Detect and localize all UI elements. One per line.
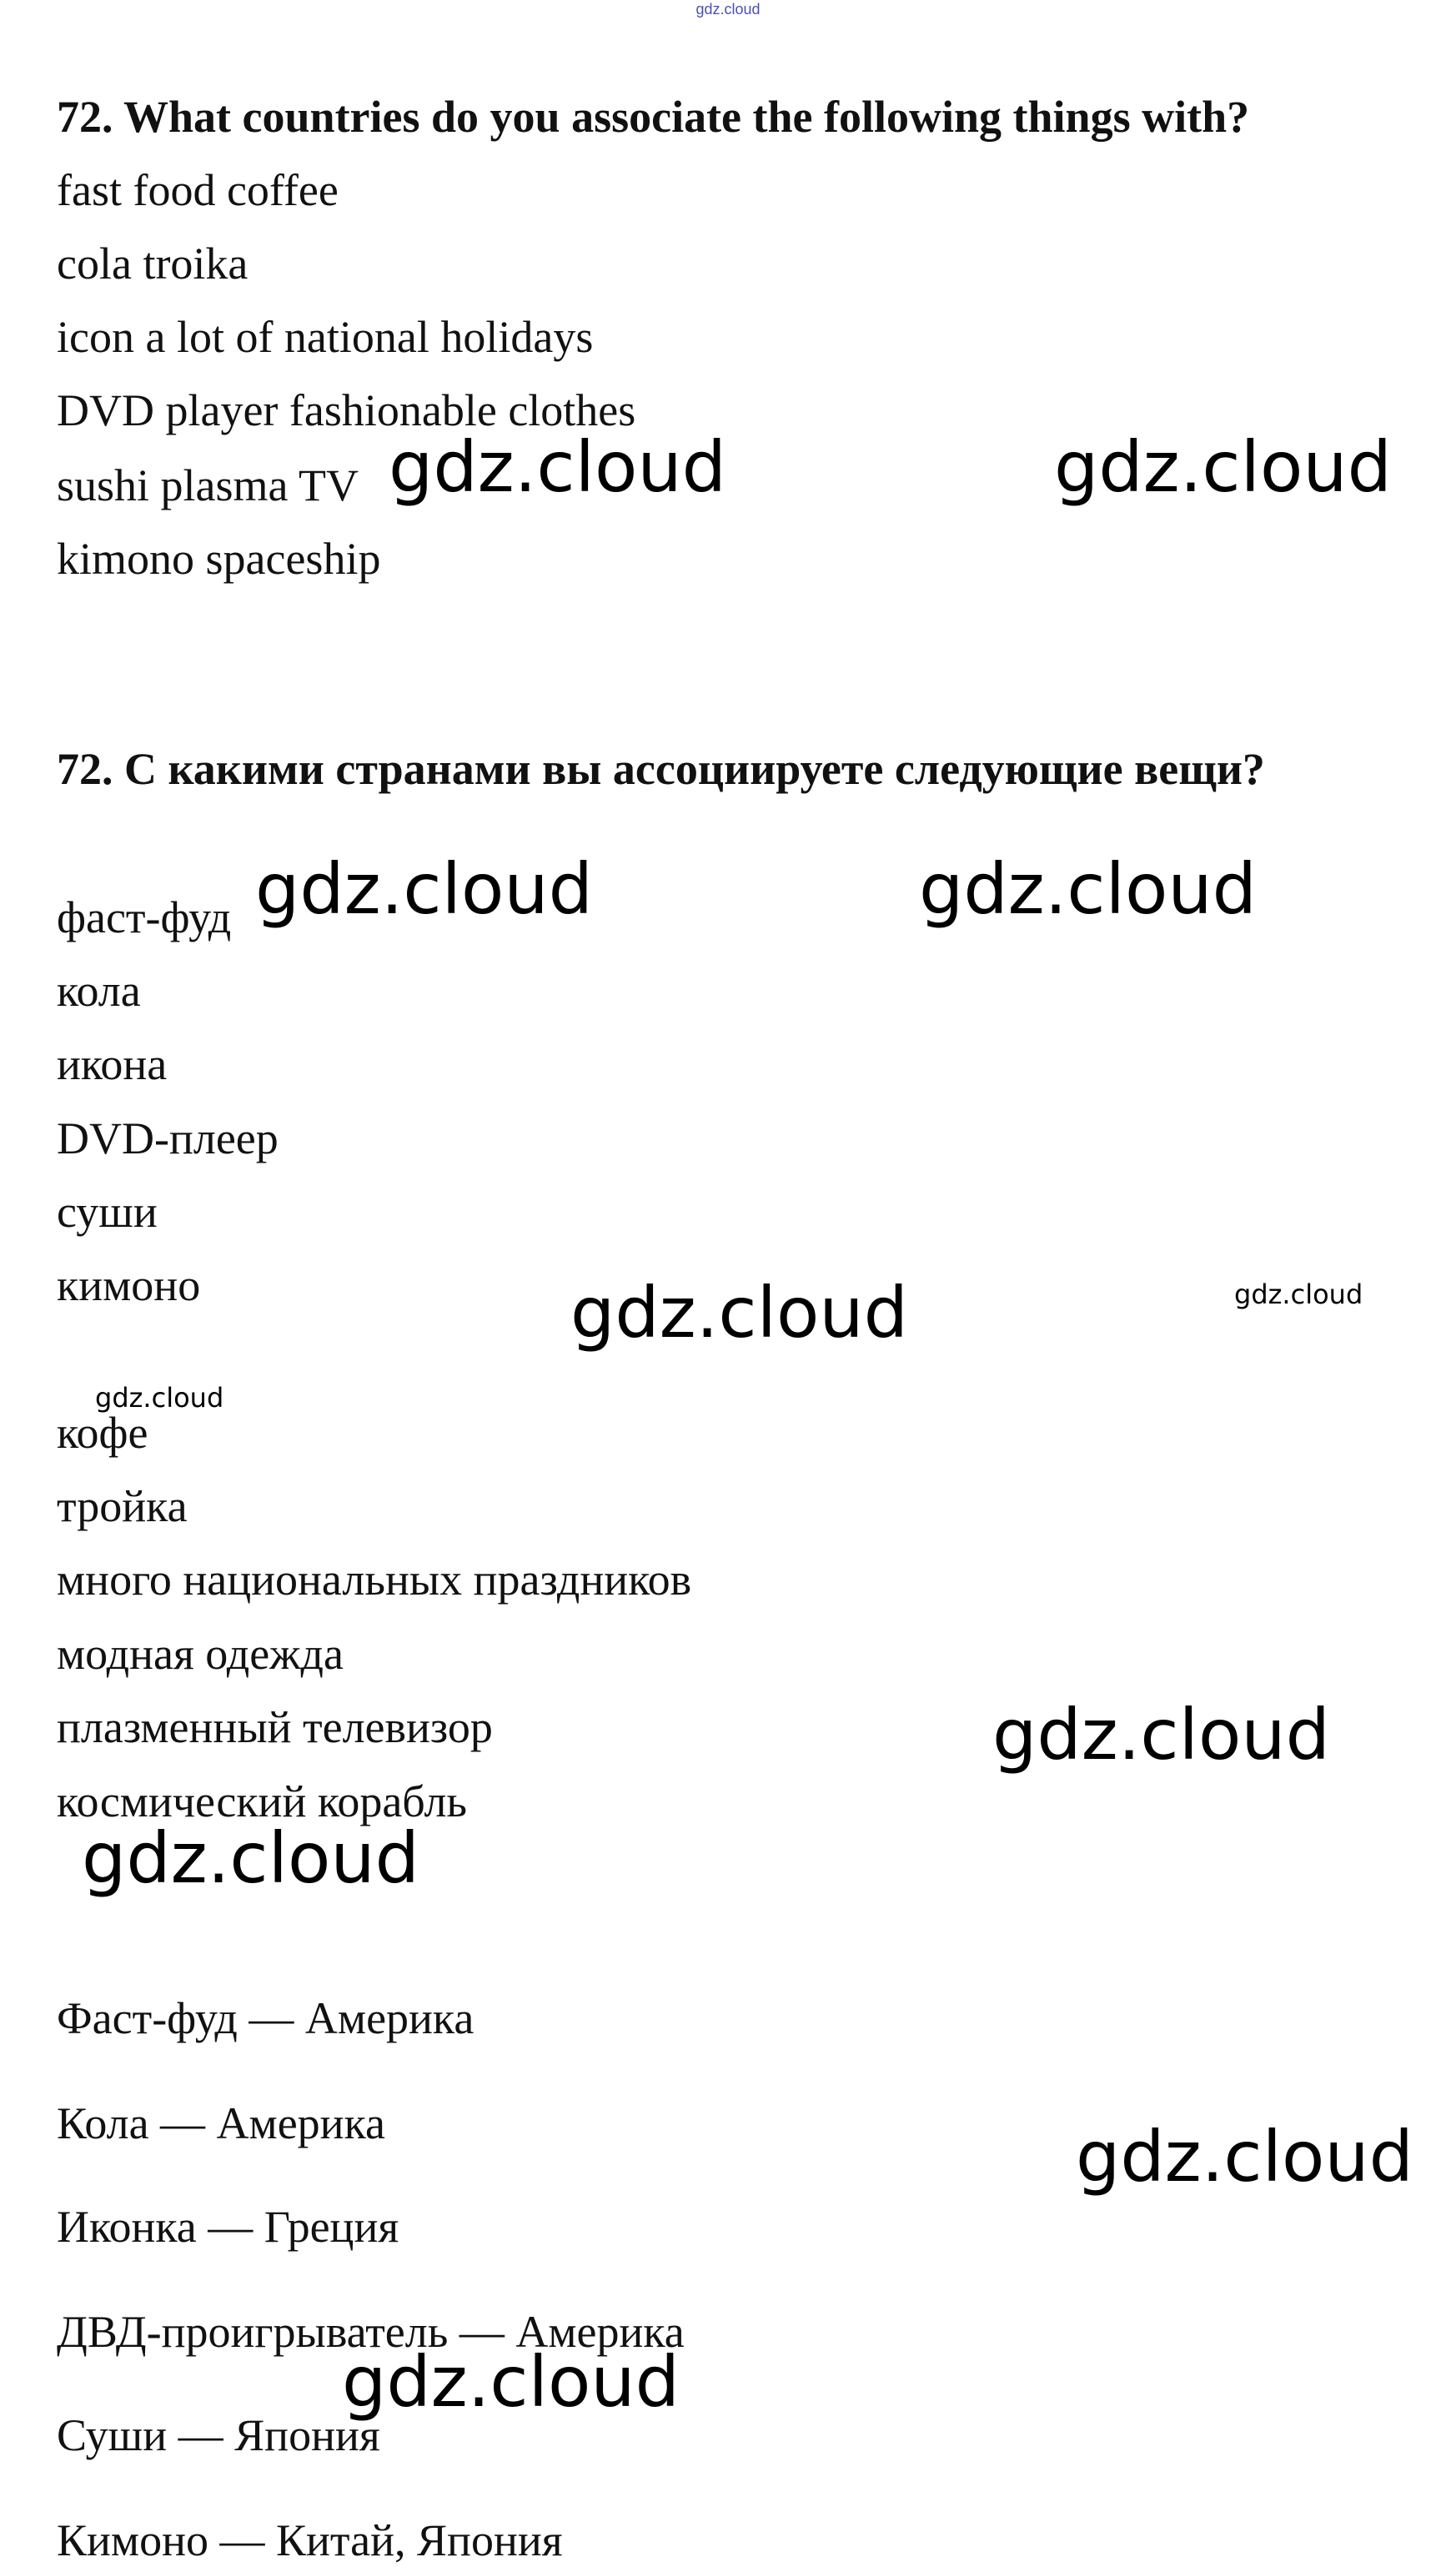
english-line: DVD player fashionable clothes [57,385,636,435]
english-line: sushi plasma TV [57,460,359,510]
watermark: gdz.cloud [1054,426,1392,508]
watermark: gdz.cloud [255,848,593,930]
russian-line: кола [57,966,141,1016]
answer-line: Иконка — Греция [57,2202,399,2252]
english-line: kimono spaceship [57,534,381,584]
top-watermark: gdz.cloud [695,1,761,18]
watermark: gdz.cloud [82,1817,419,1899]
watermark: gdz.cloud [1076,2116,1413,2198]
answer-line: Кола — Америка [57,2098,385,2148]
english-line: fast food coffee [57,165,339,215]
answer-line: Фаст-фуд — Америка [57,1993,474,2043]
russian-line: модная одежда [57,1629,344,1679]
russian-line: фаст-фуд [57,892,232,942]
russian-line: кимоно [57,1260,201,1310]
russian-line: суши [57,1187,158,1237]
watermark: gdz.cloud [342,2341,680,2423]
russian-line: плазменный телевизор [57,1702,493,1752]
watermark: gdz.cloud [95,1382,224,1414]
russian-line: много национальных праздников [57,1555,692,1605]
russian-line: космический корабль [57,1776,468,1826]
english-heading: 72. What countries do you associate the following things with? [57,92,1250,142]
russian-line: тройка [57,1481,188,1531]
english-line: cola troika [57,239,249,289]
russian-line: DVD-плеер [57,1113,279,1163]
russian-line: кофе [57,1408,148,1458]
english-line: icon a lot of national holidays [57,312,594,362]
russian-heading: 72. С какими странами вы ассоциируете следующие вещи? [57,744,1265,794]
answer-line: Суши — Япония [57,2410,380,2460]
russian-line: икона [57,1039,168,1089]
answer-line: Кимоно — Китай, Япония [57,2515,563,2565]
watermark: gdz.cloud [1234,1278,1363,1310]
watermark: gdz.cloud [992,1694,1330,1776]
watermark: gdz.cloud [570,1272,908,1354]
answer-line: ДВД-проигрыватель — Америка [57,2307,685,2357]
watermark: gdz.cloud [919,848,1257,930]
watermark: gdz.cloud [389,426,726,508]
